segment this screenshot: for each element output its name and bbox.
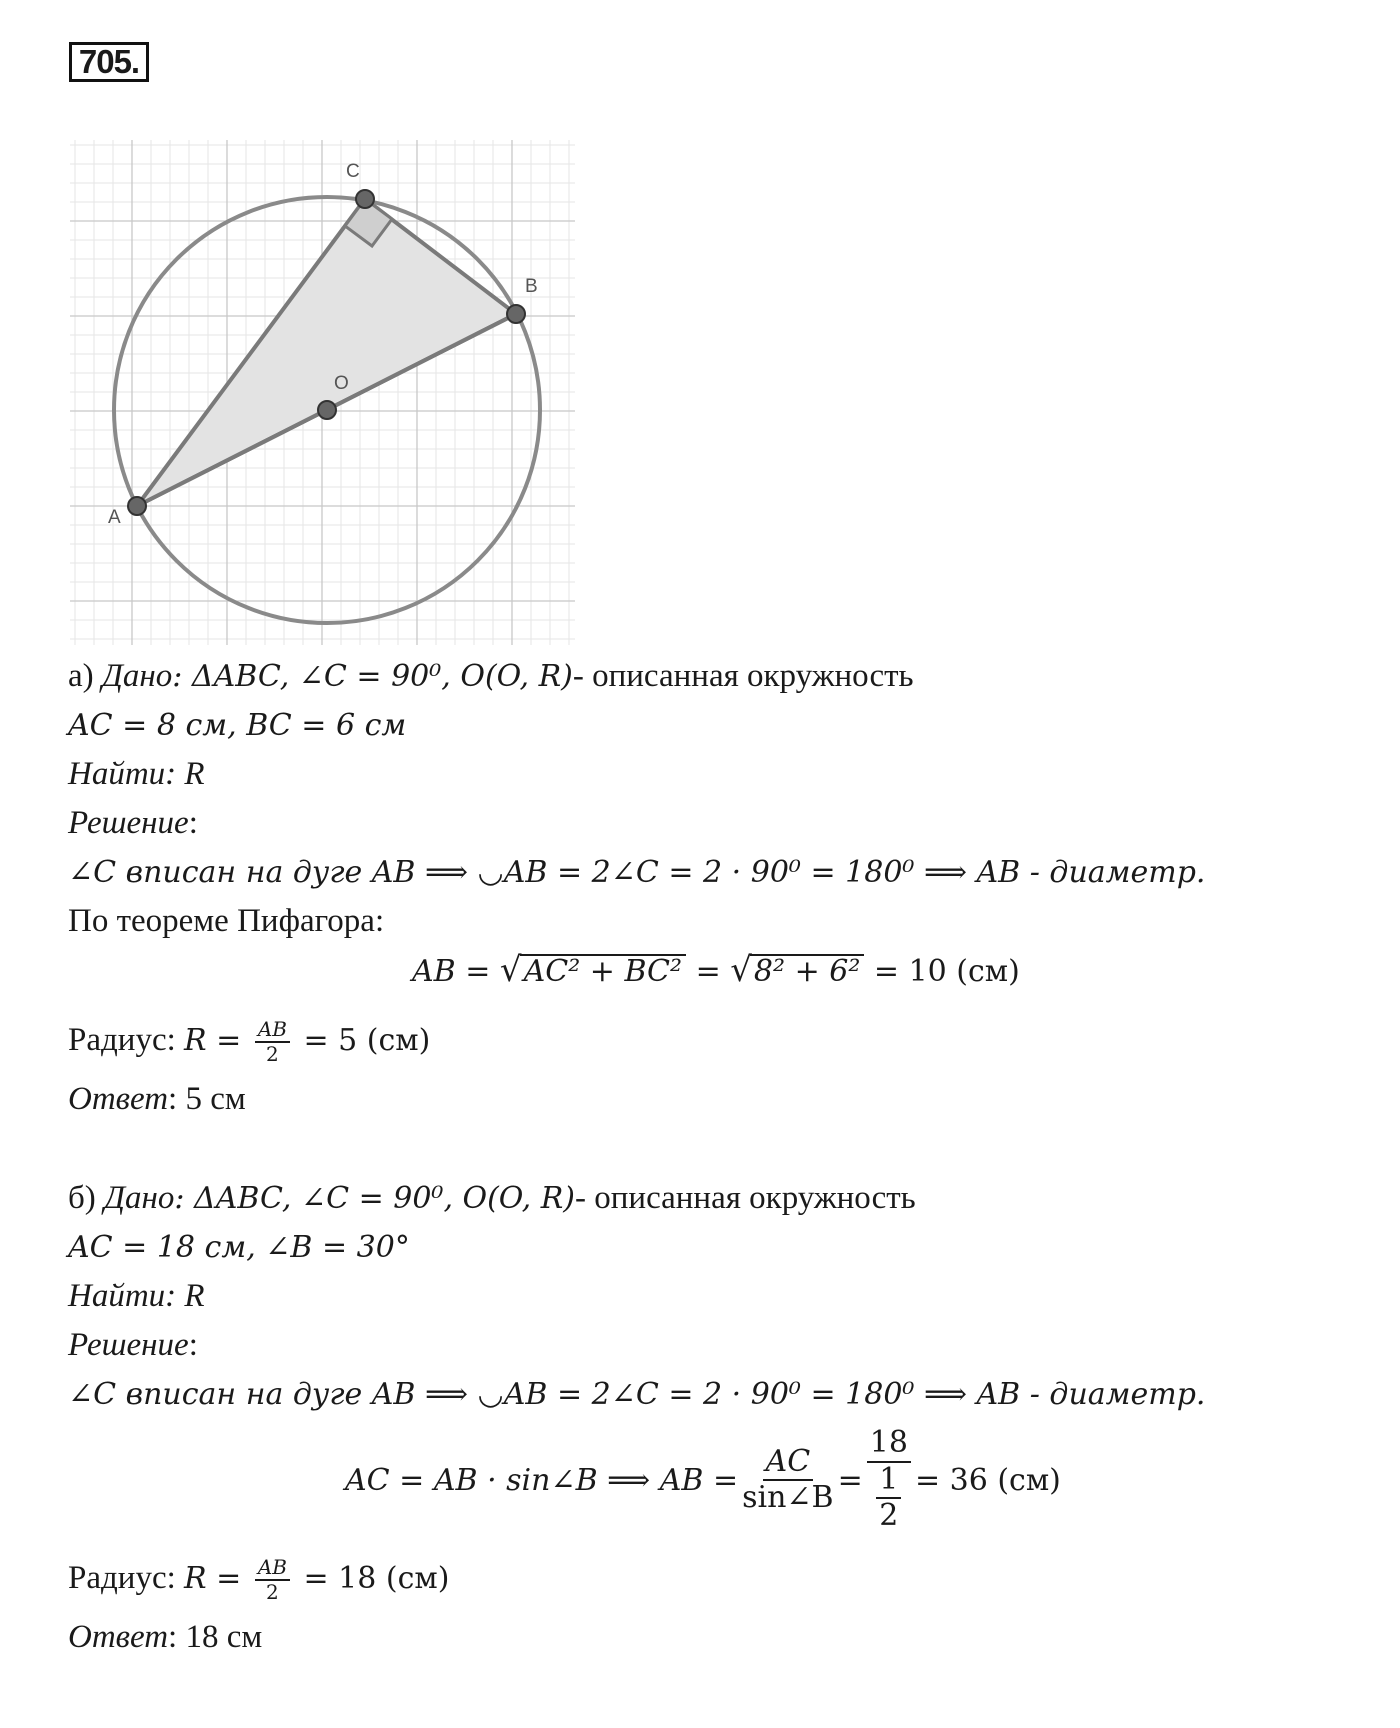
part-a-find: Найти: R xyxy=(68,756,205,792)
sqrt-icon: √ xyxy=(730,950,752,990)
sqrt-icon: √ xyxy=(499,950,522,990)
part-a-answer: Ответ: 5 см xyxy=(68,1081,246,1117)
part-a-given: а) Дано: ΔABC, ∠C = 90⁰, O(O, R)- описанная окружность xyxy=(68,658,914,694)
label-b: B xyxy=(525,276,538,297)
part-b-find: Найти: R xyxy=(68,1278,205,1314)
point-o xyxy=(318,401,336,419)
part-a-step1: ∠C вписан на дуге AB ⟹ ◡AB = 2∠C = 2 · 90⁰ = 180⁰ ⟹ AB - диаметр. xyxy=(68,855,1206,890)
part-b-sine-formula: AC = AB · sin∠B ⟹ AB = $\frac{AC}{\sin\angle B}$ = $\frac{18}{\frac{1}{2}}$ = 36 (см) xyxy=(345,1425,1061,1534)
part-b-answer: Ответ: 18 см xyxy=(68,1619,263,1655)
part-a-radius: Радиус: R = $\frac{AB}{2}$ = 5 (см) xyxy=(68,1017,431,1067)
fraction-18-half: $\frac{18}{\frac{1}{2}}$ xyxy=(867,1426,911,1534)
part-b-solution-heading: Решение: xyxy=(68,1327,198,1363)
part-a-solution-heading: Решение: xyxy=(68,805,198,841)
part-b-step1: ∠C вписан на дуге AB ⟹ ◡AB = 2∠C = 2 · 90⁰ = 180⁰ ⟹ AB - диаметр. xyxy=(68,1377,1206,1412)
label-o: O xyxy=(334,373,349,394)
part-b-given: б) Дано: ΔABC, ∠C = 90⁰, O(O, R)- описанная окружность xyxy=(68,1180,916,1216)
point-a xyxy=(128,497,146,515)
part-a-data: AC = 8 см, BC = 6 см xyxy=(68,708,407,743)
part-b-radius: Радиус: R = $\frac{AB}{2}$ = 18 (см) xyxy=(68,1555,450,1605)
fraction-ac-sinb: $\frac{AC}{\sin\angle B}$ xyxy=(742,1443,834,1515)
fraction: $\frac{AB}{2}$ xyxy=(255,1556,290,1604)
point-c xyxy=(356,190,374,208)
part-b-data: AC = 18 см, ∠B = 30° xyxy=(68,1230,410,1265)
part-a-pythagoras-formula: AB = √AC² + BC² = √8² + 6² = 10 (см) xyxy=(412,950,1020,990)
point-b xyxy=(507,305,525,323)
label-c: C xyxy=(346,161,360,182)
fraction-one-half: $\frac{1}{2}$ xyxy=(876,1463,901,1534)
geometry-figure xyxy=(70,140,575,645)
fraction: $\frac{AB}{2}$ xyxy=(255,1018,290,1066)
part-a-step2: По теореме Пифагора: xyxy=(68,903,385,939)
label-a: A xyxy=(108,507,121,528)
problem-number: 705. xyxy=(69,42,149,82)
